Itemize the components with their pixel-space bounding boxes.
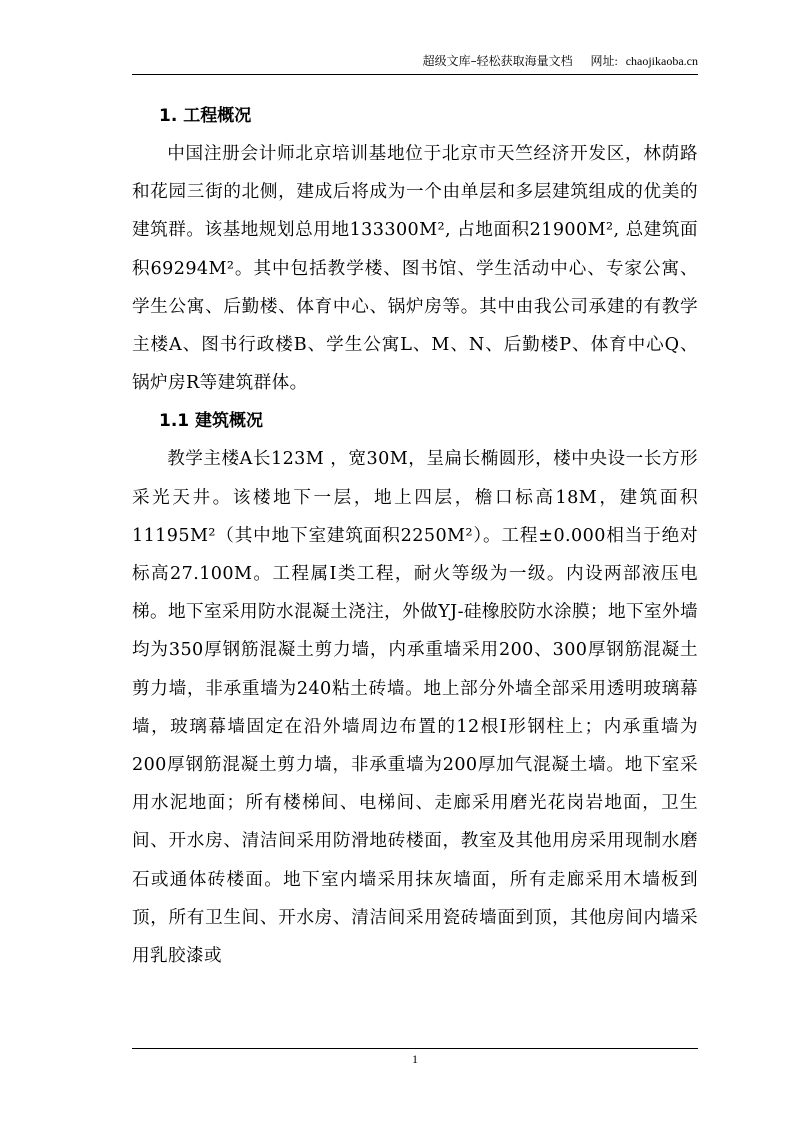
section-paragraph-1-1: 教学主楼A长123M ，宽30M，呈扁长椭圆形，楼中央设一长方形采光天井。该楼地下一层，地上四层，檐口标高18M，建筑面积11195M²（其中地下室建筑面积2250M²）。工程±0.000相当于绝对标高27.100M。工程属Ⅰ类工程，耐火等级为一级。内设两部液压电梯。地下室采用防水混凝土浇注，外做YJ-硅橡胶防水涂膜；地下室外墙均为350厚钢筋混凝土剪力墙，内承重墙采用200、300厚钢筋混凝土剪力墙，非承重墙为240粘土砖墙。地上部分外墙全部采用透明玻璃幕墙，玻璃幕墙固定在沿外墙周边布置的12根Ⅰ形钢柱上；内承重墙为200厚钢筋混凝土剪力墙，非承重墙为200厚加气混凝土墙。地下室采用水泥地面；所有楼梯间、电梯间、走廊采用磨光花岗岩地面，卫生间、开水房、清洁间采用防滑地砖楼面，教室及其他用房采用现制水磨石或通体砖楼面。地下室内墙采用抹灰墙面，所有走廊采用木墙板到顶，所有卫生间、开水房、清洁间采用瓷砖墙面到顶，其他房间内墙采用乳胶漆或 bbox=[132, 449, 698, 967]
footer-rule bbox=[132, 1048, 698, 1049]
header-rule bbox=[132, 74, 698, 75]
page-number: 1 bbox=[412, 1052, 418, 1066]
section-heading-1-1: 1.1 建筑概况 bbox=[159, 411, 264, 432]
section-paragraph-1: 中国注册会计师北京培训基地位于北京市天竺经济开发区，林荫路和花园三街的北侧，建成后将成为一个由单层和多层建筑组成的优美的建筑群。该基地规划总用地133300M², 占地面积21900M², 总建筑面积69294M²。其中包括教学楼、图书馆、学生活动中心、专家公寓、学生公寓、后勤楼、体育中心、锅炉房等。其中由我公司承建的有教学主楼A、图书行政楼B、学生公寓L、M、N、后勤楼P、体育中心Q、锅炉房R等建筑群体。 bbox=[132, 144, 698, 394]
page-header bbox=[132, 52, 698, 74]
header-site-label: 网址: bbox=[590, 54, 618, 68]
document-body bbox=[132, 97, 698, 975]
header-site-url: chaojikaoba.cn bbox=[625, 54, 698, 68]
header-tagline: 超级文库–轻松获取海量文档 bbox=[422, 54, 573, 68]
section-heading-1: 1. 工程概况 bbox=[159, 106, 252, 126]
